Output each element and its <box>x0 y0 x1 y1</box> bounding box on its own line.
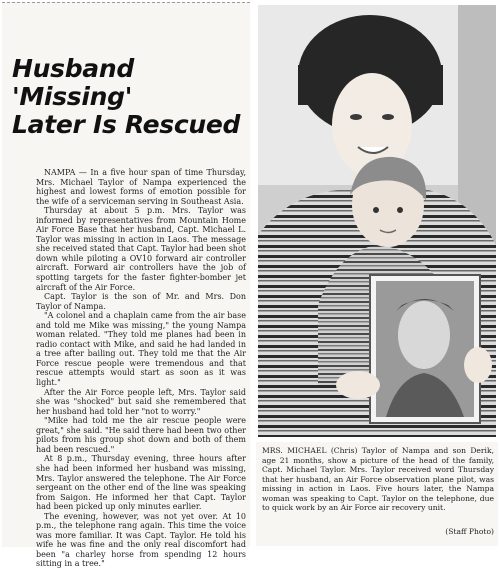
photo-caption: MRS. MICHAEL (Chris) Taylor of Nampa and son Derik, age 21 months, show a picture of the head of the family, Capt. Michael Taylor. Mrs. Taylor received word Thursday that her husband, an Air Force observation plane pilot, was missing in action in Laos. Five hours later, the Nampa woman was speaking to Capt. Taylor on the telephone, due to quick work by an Air Force air recovery unit. <box>262 446 494 513</box>
article-paragraph: Capt. Taylor is the son of Mr. and Mrs. Don Taylor of Nampa. <box>36 292 246 311</box>
headline <box>12 55 248 139</box>
staff-photo <box>258 5 496 437</box>
headline-line-2: Later Is Rescued <box>12 110 241 139</box>
headline-line-1: Husband 'Missing' <box>12 54 134 111</box>
article-paragraph: At 8 p.m., Thursday evening, three hours after she had been informed her husband was missing, Mrs. Taylor answered the telephone. The Air Force sergeant on the other end of the line was speaking from Saigon. He informed her that Capt. Taylor had been picked up only minutes earlier. <box>36 454 246 512</box>
article-paragraph: Thursday at about 5 p.m. Mrs. Taylor was informed by representatives from Mountain Home Air Force Base that her husband, Capt. Michael L. Taylor was missing in action in Laos. The message she received stated that Capt. Taylor had been shot down while piloting a OV10 forward air controller aircraft. Forward air controllers have the job of spotting targets for the faster fighter-bomber jet aircraft of the Air Force. <box>36 206 246 292</box>
article-body <box>36 168 246 569</box>
photo-illustration <box>258 5 496 437</box>
clipping-edge <box>2 2 250 4</box>
article-paragraph: After the Air Force people left, Mrs. Taylor said she was "shocked" but said she remembered that her husband had told her "not to worry." <box>36 387 246 416</box>
article-paragraph: "Mike had told me the air rescue people were great," she said. "He said there had been two other pilots from his group shot down and both of them had been rescued." <box>36 416 246 454</box>
article-paragraph: The evening, however, was not yet over. At 10 p.m., the telephone rang again. This time the voice was more familiar. It was Capt. Taylor. He told his wife he was fine and the only real discomfort had been "a charley horse from spending 12 hours sitting in a tree." <box>36 511 246 569</box>
article-paragraph: NAMPA — In a five hour span of time Thursday, Mrs. Michael Taylor of Nampa experienced the highest and lowest forms of emotion possible for the wife of a serviceman serving in Southeast Asia. <box>36 168 246 206</box>
photo-credit: (Staff Photo) <box>445 527 494 536</box>
article-paragraph: "A colonel and a chaplain came from the air base and told me Mike was missing," the young Nampa woman related. "They told me planes had been in radio contact with Mike, and said he had landed in a tree after bailing out. They told me that the Air Force rescue people were tremendous and that rescue attempts would start as soon as it was light." <box>36 311 246 388</box>
